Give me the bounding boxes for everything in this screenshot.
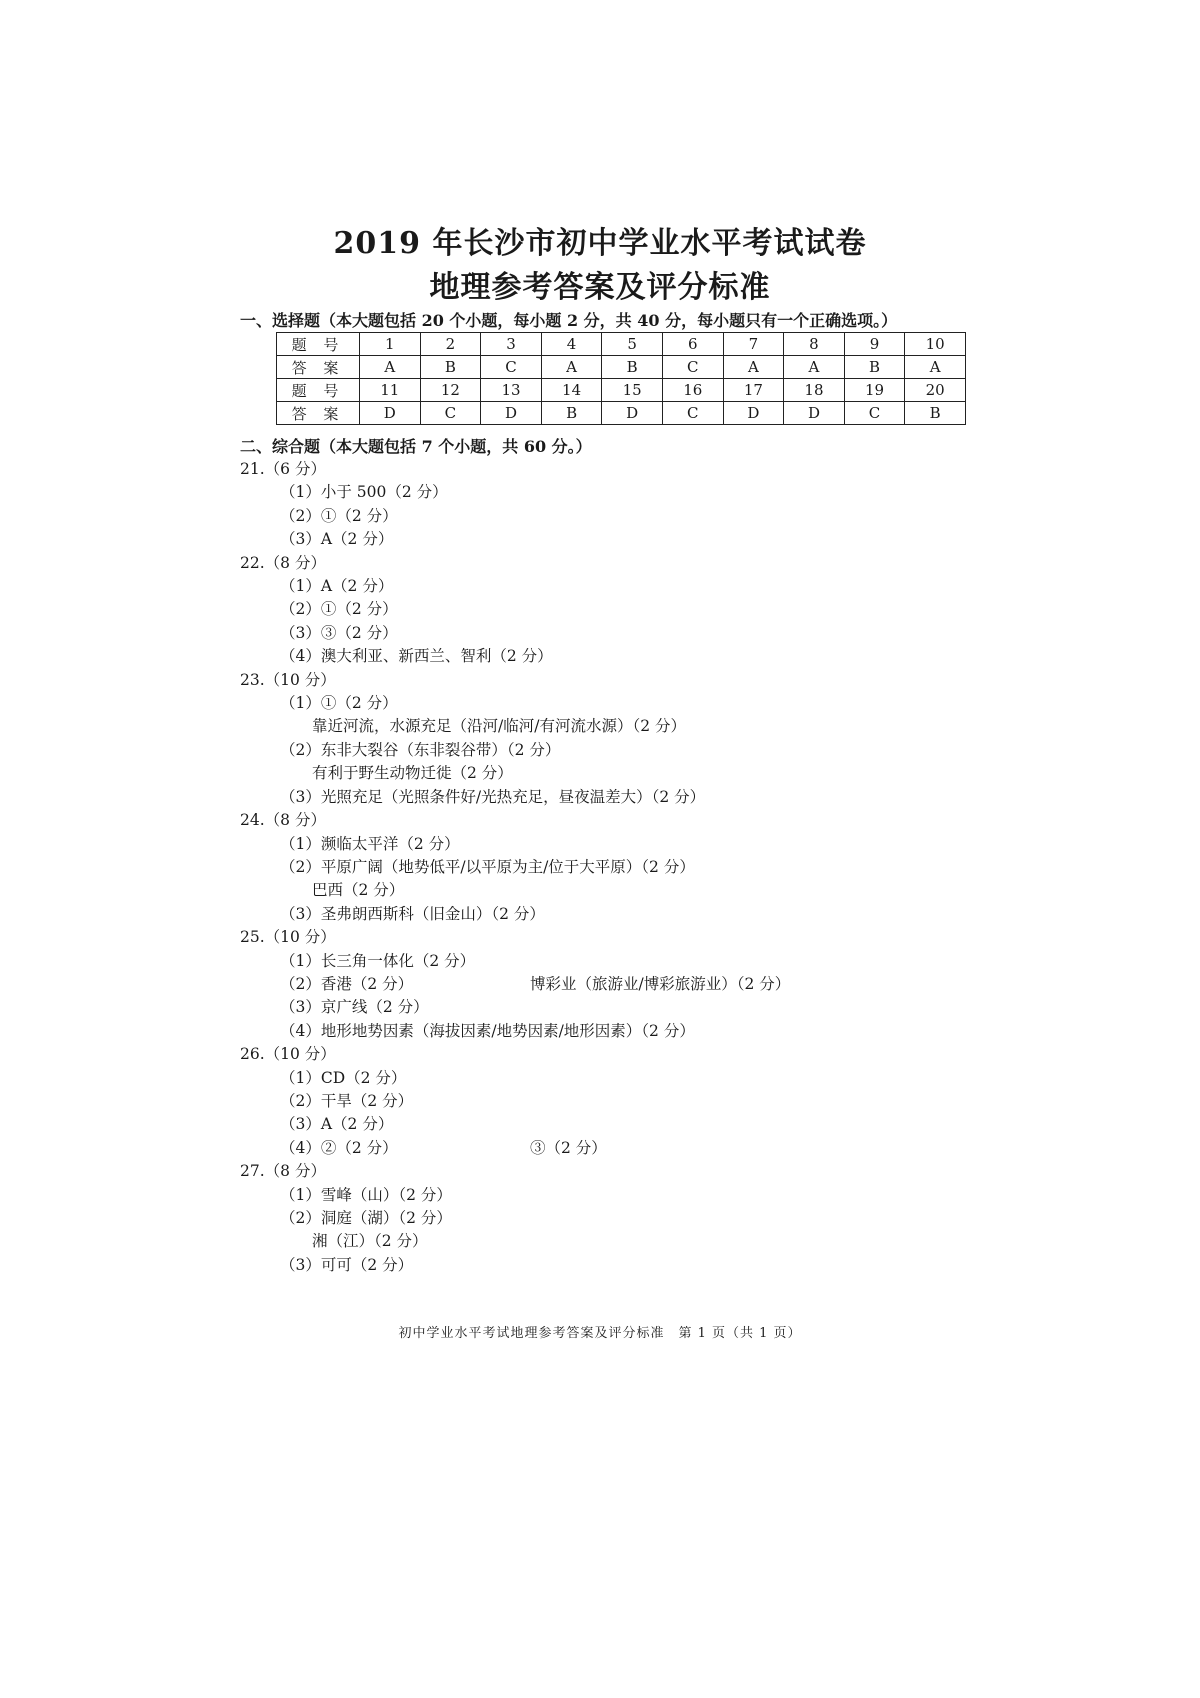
question-25-answer-2: （2）香港（2 分） xyxy=(280,974,414,993)
answer-cell: B xyxy=(844,356,905,379)
answer-cell: A xyxy=(784,356,845,379)
question-25-answer-4: （4）地形地势因素（海拔因素/地势因素/地形因素）（2 分） xyxy=(280,1021,695,1040)
question-24-heading: 24.（8 分） xyxy=(240,811,326,830)
answer-cell: C xyxy=(662,402,723,425)
question-number-cell: 9 xyxy=(844,333,905,356)
question-23-answer-3: （3）光照充足（光照条件好/光热充足，昼夜温差大）（2 分） xyxy=(280,787,706,806)
question-24-answer-2: （2）平原广阔（地势低平/以平原为主/位于大平原）（2 分） xyxy=(280,857,695,876)
question-number-cell: 4 xyxy=(541,333,602,356)
row-label-answer: 答 案 xyxy=(277,356,360,379)
question-number-cell: 2 xyxy=(420,333,481,356)
answer-cell: B xyxy=(541,402,602,425)
question-25-answer-2-right: 博彩业（旅游业/博彩旅游业）（2 分） xyxy=(530,974,791,993)
question-23-answer-1: （1）①（2 分） xyxy=(280,694,398,713)
question-25-answer-2-row xyxy=(240,973,1120,996)
question-number-cell: 5 xyxy=(602,333,663,356)
table-row-answers-1 xyxy=(277,356,966,379)
question-21-answer-3: （3）A（2 分） xyxy=(280,530,394,549)
question-27-heading: 27.（8 分） xyxy=(240,1162,326,1181)
question-number-cell: 13 xyxy=(481,379,542,402)
question-26-answer-4-right: ③（2 分） xyxy=(530,1138,607,1157)
question-25-answer-3: （3）京广线（2 分） xyxy=(280,998,429,1017)
question-26-answer-3: （3）A（2 分） xyxy=(280,1115,394,1134)
question-number-cell: 8 xyxy=(784,333,845,356)
question-23-answer-2-cont: 有利于野生动物迁徙（2 分） xyxy=(312,764,513,783)
question-number-cell: 19 xyxy=(844,379,905,402)
answer-cell: D xyxy=(784,402,845,425)
answer-cell: A xyxy=(541,356,602,379)
row-label-answer: 答 案 xyxy=(277,402,360,425)
section1-heading: 一、选择题（本大题包括 20 个小题，每小题 2 分，共 40 分，每小题只有一个正确选项。） xyxy=(240,311,898,330)
answer-cell: A xyxy=(905,356,966,379)
answer-cell: B xyxy=(602,356,663,379)
question-23-heading: 23.（10 分） xyxy=(240,670,336,689)
question-number-cell: 17 xyxy=(723,379,784,402)
answer-cell: B xyxy=(420,356,481,379)
question-25-heading: 25.（10 分） xyxy=(240,928,336,947)
question-number-cell: 1 xyxy=(360,333,421,356)
question-26-heading: 26.（10 分） xyxy=(240,1045,336,1064)
question-26-answer-4-row xyxy=(240,1137,1120,1160)
question-22-answer-1: （1）A（2 分） xyxy=(280,577,394,596)
page-footer: 初中学业水平考试地理参考答案及评分标准 第 1 页（共 1 页） xyxy=(398,1326,802,1341)
question-number-cell: 14 xyxy=(541,379,602,402)
question-number-cell: 10 xyxy=(905,333,966,356)
document-subtitle: 地理参考答案及评分标准 xyxy=(429,270,771,305)
question-26-answer-1: （1）CD（2 分） xyxy=(280,1068,407,1087)
question-25-answer-1: （1）长三角一体化（2 分） xyxy=(280,951,476,970)
question-number-cell: 6 xyxy=(662,333,723,356)
question-24-answer-3: （3）圣弗朗西斯科（旧金山）（2 分） xyxy=(280,904,545,923)
question-number-cell: 15 xyxy=(602,379,663,402)
question-27-answer-2: （2）洞庭（湖）（2 分） xyxy=(280,1208,452,1227)
answer-cell: C xyxy=(844,402,905,425)
question-26-answer-2: （2）干旱（2 分） xyxy=(280,1091,414,1110)
question-27-answer-3: （3）可可（2 分） xyxy=(280,1255,414,1274)
answer-cell: D xyxy=(602,402,663,425)
table-row-answers-2 xyxy=(277,402,966,425)
question-23-answer-2: （2）东非大裂谷（东非裂谷带）（2 分） xyxy=(280,740,561,759)
question-23-answer-1-cont: 靠近河流，水源充足（沿河/临河/有河流水源）（2 分） xyxy=(312,717,686,736)
row-label-number: 题 号 xyxy=(277,379,360,402)
question-number-cell: 16 xyxy=(662,379,723,402)
question-22-answer-3: （3）③（2 分） xyxy=(280,623,398,642)
question-number-cell: 11 xyxy=(360,379,421,402)
question-21-answer-2: （2）①（2 分） xyxy=(280,506,398,525)
table-row-numbers-1 xyxy=(277,333,966,356)
answer-cell: D xyxy=(360,402,421,425)
comprehensive-answers xyxy=(240,458,1120,1277)
question-22-heading: 22.（8 分） xyxy=(240,553,326,572)
answer-cell: A xyxy=(360,356,421,379)
answer-cell: D xyxy=(723,402,784,425)
question-number-cell: 12 xyxy=(420,379,481,402)
question-number-cell: 18 xyxy=(784,379,845,402)
document-title: 2019 年长沙市初中学业水平考试试卷 xyxy=(333,226,867,261)
question-26-answer-4: （4）②（2 分） xyxy=(280,1138,398,1157)
question-24-answer-1: （1）濒临太平洋（2 分） xyxy=(280,834,460,853)
answer-cell: C xyxy=(420,402,481,425)
question-24-answer-2-cont: 巴西（2 分） xyxy=(312,881,405,900)
answer-cell: B xyxy=(905,402,966,425)
question-21-answer-1: （1）小于 500（2 分） xyxy=(280,483,448,502)
section2-heading: 二、综合题（本大题包括 7 个小题，共 60 分。） xyxy=(240,437,592,456)
multiple-choice-answer-table xyxy=(276,332,966,425)
question-21-heading: 21.（6 分） xyxy=(240,460,326,478)
table-row-numbers-2 xyxy=(277,379,966,402)
question-22-answer-2: （2）①（2 分） xyxy=(280,600,398,619)
answer-cell: A xyxy=(723,356,784,379)
question-number-cell: 3 xyxy=(481,333,542,356)
answer-cell: D xyxy=(481,402,542,425)
question-22-answer-4: （4）澳大利亚、新西兰、智利（2 分） xyxy=(280,647,553,666)
answer-cell: C xyxy=(481,356,542,379)
question-27-answer-1: （1）雪峰（山）（2 分） xyxy=(280,1185,452,1204)
question-number-cell: 20 xyxy=(905,379,966,402)
question-number-cell: 7 xyxy=(723,333,784,356)
answer-cell: C xyxy=(662,356,723,379)
question-27-answer-2-cont: 湘（江）（2 分） xyxy=(312,1232,428,1251)
row-label-number: 题 号 xyxy=(277,333,360,356)
